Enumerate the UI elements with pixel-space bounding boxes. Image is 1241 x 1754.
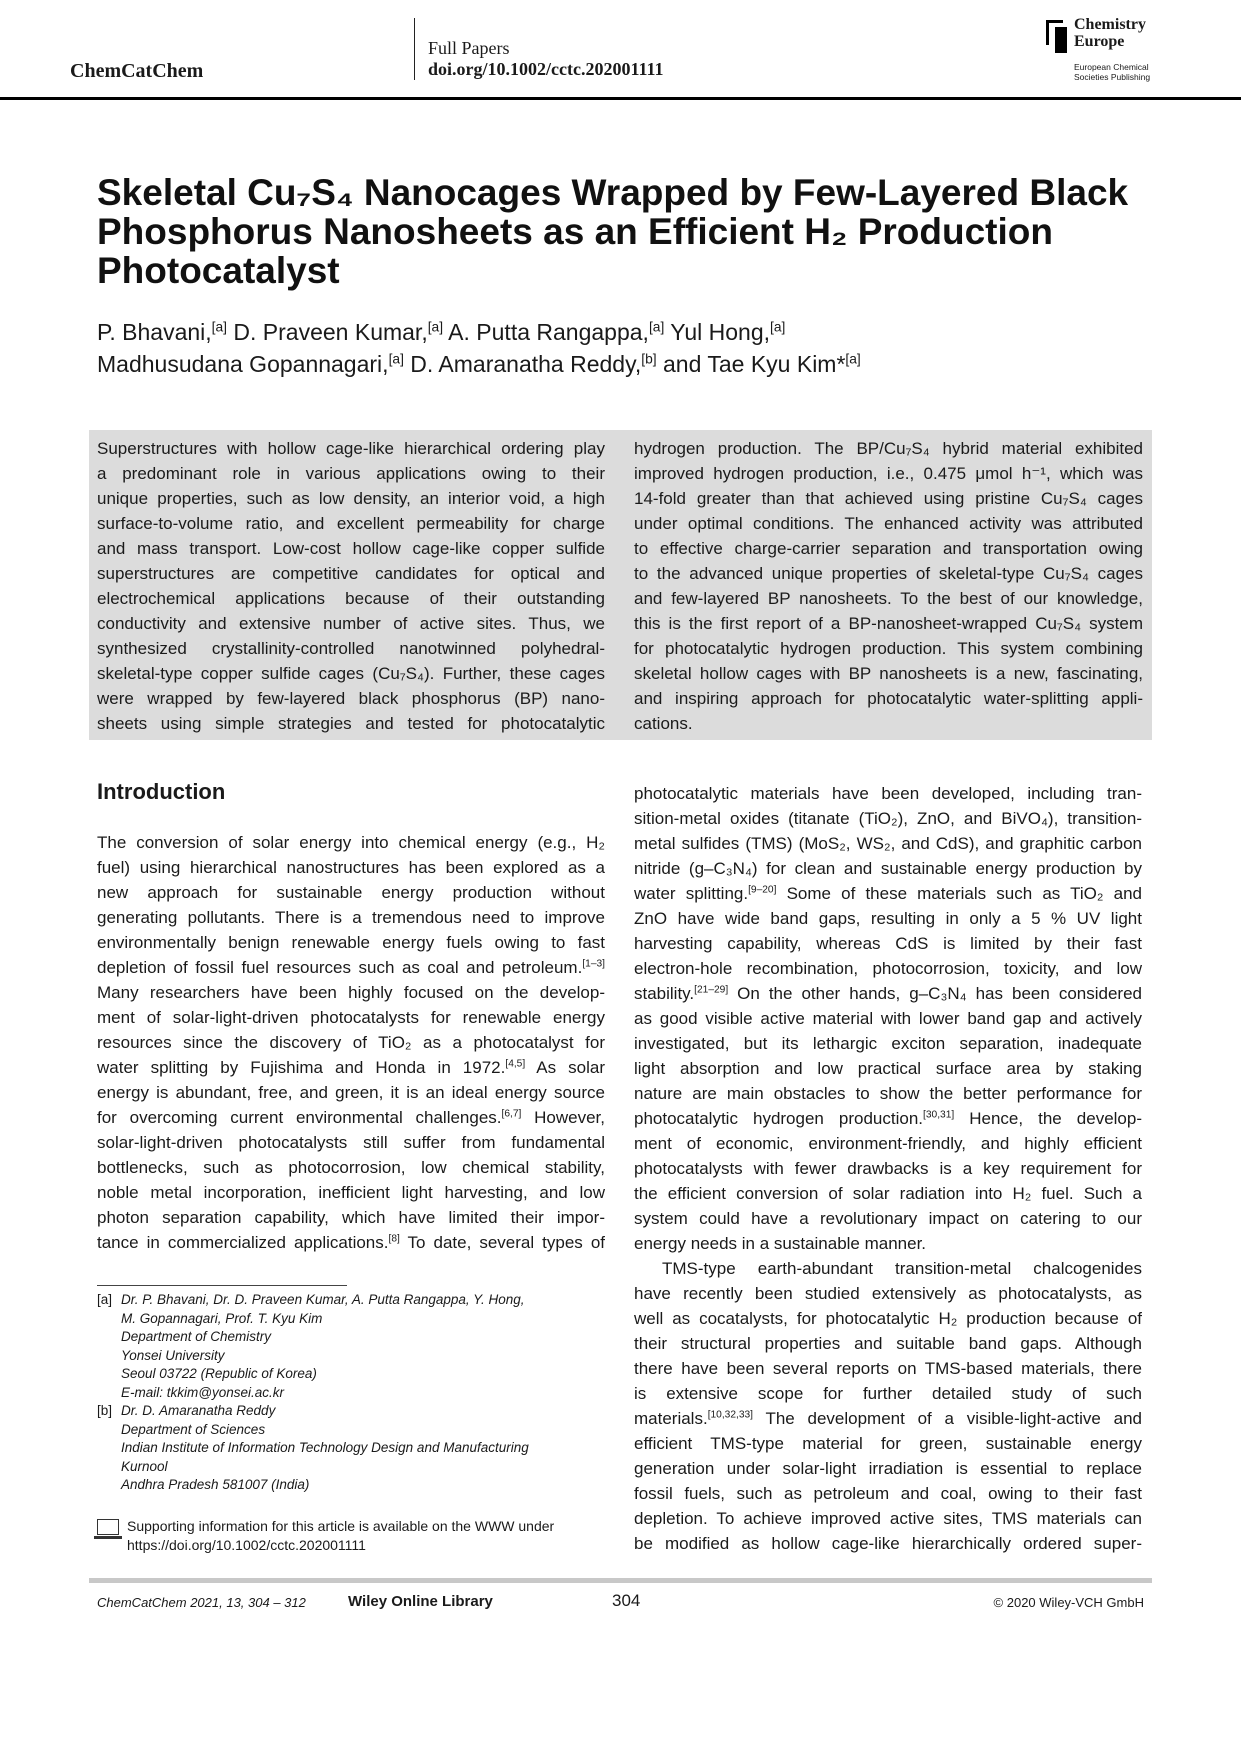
title-line: Skeletal Cu₇S₄ Nanocages Wrapped by Few-Layered Black <box>97 172 1129 213</box>
text-line: synthesized crystallinity-controlled nanotwinned polyhedral- <box>97 639 605 658</box>
text-line: TMS-type earth-abundant transition-metal chalcogenides <box>662 1259 1142 1278</box>
text-line: Superstructures with hollow cage-like hierarchical ordering play <box>97 439 605 458</box>
logo-sub1: European Chemical <box>1074 62 1149 72</box>
text-line: nitride (g–C₃N₄) for clean and sustainable energy production by <box>634 859 1142 878</box>
footnote-line: Dr. P. Bhavani, Dr. D. Praveen Kumar, A. Putta Rangappa, Y. Hong, <box>121 1292 525 1307</box>
text-line: to effective charge-carrier separation and transportation owing <box>634 539 1143 558</box>
text-line: and mass transport. Low-cost hollow cage-like copper sulfide <box>97 539 605 558</box>
text-line: depletion of fossil fuel resources such as coal and petroleum.[1–3] <box>97 958 605 977</box>
text-line: and few-layered BP nanosheets. To the best of our knowledge, <box>634 589 1143 608</box>
page-number: 304 <box>612 1591 641 1610</box>
text-line: for overcoming current environmental challenges.[6,7] However, <box>97 1108 605 1127</box>
footnote-line: Andhra Pradesh 581007 (India) <box>121 1477 310 1492</box>
title-line: Photocatalyst <box>97 250 340 291</box>
text-line: surface-to-volume ratio, and excellent permeability for charge <box>97 514 605 533</box>
text-line: be modified as hollow cage-like hierarchically ordered super- <box>634 1534 1142 1553</box>
text-line: well as cocatalysts, for photocatalytic H₂ production because of <box>634 1309 1142 1328</box>
text-line: new approach for sustainable energy production without <box>97 883 605 902</box>
abstract-right-column <box>634 436 1143 736</box>
footnote-rule <box>97 1285 347 1286</box>
abstract-box <box>89 430 1152 740</box>
chemistry-europe-logo <box>1046 16 1176 86</box>
footnote-line: Indian Institute of Information Technology Design and Manufacturing <box>121 1440 529 1455</box>
text-line: ment of economic, environment-friendly, and highly efficient <box>634 1134 1142 1153</box>
text-line: cations. <box>634 714 693 733</box>
text-line: harvesting capability, whereas CdS is limited by their fast <box>634 934 1142 953</box>
footnote-email[interactable]: E-mail: tkkim@yonsei.ac.kr <box>121 1384 284 1400</box>
text-line: photocatalysts with fewer drawbacks is a key requirement for <box>634 1159 1142 1178</box>
text-line: Many researchers have been highly focused on the develop- <box>97 983 605 1002</box>
text-line: sheets using simple strategies and tested for photocatalytic <box>97 714 605 733</box>
copyright: © 2020 Wiley-VCH GmbH <box>993 1595 1144 1610</box>
text-line: as good visible active material with lower band gap and actively <box>634 1009 1142 1028</box>
logo-line1: Chemistry <box>1074 16 1146 33</box>
logo-sub2: Societies Publishing <box>1074 72 1151 82</box>
text-line: investigated, but its lethargic exciton separation, inadequate <box>634 1034 1142 1053</box>
text-line: a predominant role in various applications owing to their <box>97 464 605 483</box>
doi-link[interactable]: doi.org/10.1002/cctc.202001111 <box>428 59 664 79</box>
text-line: this is the first report of a BP-nanosheet-wrapped Cu₇S₄ system <box>634 614 1143 633</box>
author-list <box>97 316 1157 380</box>
text-line: hydrogen production. The BP/Cu₇S₄ hybrid material exhibited <box>634 439 1143 458</box>
supporting-info-link[interactable]: https://doi.org/10.1002/cctc.202001111 <box>127 1536 366 1553</box>
footnote-line: Seoul 03722 (Republic of Korea) <box>121 1366 317 1381</box>
text-line: depletion. To achieve improved active sites, TMS materials can <box>634 1509 1142 1528</box>
footnote-line: Kurnool <box>121 1458 168 1474</box>
text-line: tance in commercialized applications.[8] To date, several types of <box>97 1233 605 1252</box>
text-line: generation under solar-light irradiation is essential to replace <box>634 1459 1142 1478</box>
text-line: materials.[10,32,33] The development of a visible-light-active and <box>634 1409 1142 1428</box>
text-line: have recently been studied extensively as photocatalysts, as <box>634 1284 1142 1303</box>
text-line: generating pollutants. There is a tremendous need to improve <box>97 908 605 927</box>
text-line: under optimal conditions. The enhanced activity was attributed <box>634 514 1143 533</box>
header-rule <box>0 97 1241 100</box>
footnote-line: Department of Chemistry <box>121 1329 272 1344</box>
affiliation-footnotes <box>97 1291 607 1495</box>
text-line: energy is abundant, free, and green, it is an ideal energy source <box>97 1083 605 1102</box>
text-line: conductivity and extensive number of active sites. Thus, we <box>97 614 605 633</box>
text-line: skeletal-type copper sulfide cages (Cu₇S₄). Further, these cages <box>97 664 605 683</box>
text-line: light absorption and low practical surface area by staking <box>634 1059 1142 1078</box>
text-line: bottlenecks, such as photocorrosion, low chemical stability, <box>97 1158 605 1177</box>
text-line: and inspiring approach for photocatalytic water-splitting appli- <box>634 689 1143 708</box>
text-line: solar-light-driven photocatalysts still suffer from fundamental <box>97 1133 605 1152</box>
text-line: for photocatalytic hydrogen production. This system combining <box>634 639 1143 658</box>
text-line: to the advanced unique properties of skeletal-type Cu₇S₄ cages <box>634 564 1143 583</box>
supporting-info-text: Supporting information for this article is available on the WWW under <box>127 1518 555 1534</box>
text-line: electrochemical applications because of their outstanding <box>97 589 605 608</box>
footer-citation: ChemCatChem 2021, 13, 304 – 312 <box>97 1595 306 1610</box>
section-heading-introduction: Introduction <box>97 779 226 804</box>
footnote-line: Yonsei University <box>121 1347 225 1363</box>
text-line: The conversion of solar energy into chemical energy (e.g., H₂ <box>97 833 605 852</box>
supporting-info-note <box>97 1517 607 1554</box>
text-line: system could have a revolutionary impact on catering to our <box>634 1209 1142 1228</box>
footnote-a <box>97 1291 607 1402</box>
author-line: P. Bhavani,[a] D. Praveen Kumar,[a] A. Putta Rangappa,[a] Yul Hong,[a] <box>97 319 786 345</box>
text-line: fossil fuels, such as petroleum and coal, owing to their fast <box>634 1484 1142 1503</box>
text-line: electron-hole recombination, photocorrosion, toxicity, and low <box>634 959 1142 978</box>
text-line: resources since the discovery of TiO₂ as a photocatalyst for <box>97 1033 605 1052</box>
footer-rule <box>89 1578 1152 1583</box>
footnote-line: M. Gopannagari, Prof. T. Kyu Kim <box>121 1310 323 1326</box>
footnote-line: Department of Sciences <box>121 1421 266 1437</box>
text-line: efficient TMS-type material for green, sustainable energy <box>634 1434 1142 1453</box>
footnote-label: [a] <box>97 1292 113 1307</box>
text-line: photocatalytic hydrogen production.[30,31] Hence, the develop- <box>634 1109 1142 1128</box>
intro-right-column <box>634 781 1142 1556</box>
logo-mark-block-icon <box>1055 27 1067 53</box>
text-line: nature are main obstacles to show the better performance for <box>634 1084 1142 1103</box>
text-line: ment of solar-light-driven photocatalysts for renewable energy <box>97 1008 605 1027</box>
text-line: their structural properties and suitable band gaps. Although <box>634 1334 1142 1353</box>
text-line: the efficient conversion of solar radiation into H₂ fuel. Such a <box>634 1184 1142 1203</box>
text-line: energy needs in a sustainable manner. <box>634 1234 927 1253</box>
author-line: Madhusudana Gopannagari,[a] D. Amaranatha Reddy,[b] and Tae Kyu Kim*[a] <box>97 351 861 377</box>
article-title <box>97 173 1157 290</box>
text-line: fuel) using hierarchical nanostructures has been explored as a <box>97 858 605 877</box>
text-line: sition-metal oxides (titanate (TiO₂), ZnO, and BiVO₄), transition- <box>634 809 1142 828</box>
intro-left-column <box>97 830 605 1255</box>
journal-name: ChemCatChem <box>70 60 204 82</box>
computer-icon <box>97 1519 119 1535</box>
footnote-b <box>97 1402 607 1495</box>
text-line: environmentally benign renewable energy fuels owing to fast <box>97 933 605 952</box>
logo-wordmark <box>1074 16 1146 50</box>
text-line: superstructures are competitive candidates for optical and <box>97 564 605 583</box>
abstract-left-column <box>97 436 605 736</box>
text-line: were wrapped by few-layered black phosphorus (BP) nano- <box>97 689 605 708</box>
text-line: there have been several reports on TMS-based materials, there <box>634 1359 1142 1378</box>
logo-subtitle <box>1074 62 1150 82</box>
footnote-label: [b] <box>97 1403 113 1418</box>
text-line: water splitting.[9–20] Some of these materials such as TiO₂ and <box>634 884 1142 903</box>
text-line: metal sulfides (TMS) (MoS₂, WS₂, and CdS), and graphitic carbon <box>634 834 1142 853</box>
text-line: improved hydrogen production, i.e., 0.475 μmol h⁻¹, which was <box>634 464 1143 483</box>
title-line: Phosphorus Nanosheets as an Efficient H₂ Production <box>97 211 1053 252</box>
text-line: water splitting by Fujishima and Honda in 1972.[4,5] As solar <box>97 1058 605 1077</box>
text-line: 14-fold greater than that achieved using pristine Cu₇S₄ cages <box>634 489 1143 508</box>
text-line: stability.[21–29] On the other hands, g–C₃N₄ has been considered <box>634 984 1142 1003</box>
footer-publisher-link[interactable]: Wiley Online Library <box>348 1593 493 1610</box>
text-line: photon separation capability, which have limited their impor- <box>97 1208 605 1227</box>
text-line: ZnO have wide band gaps, resulting in only a 5 % UV light <box>634 909 1142 928</box>
article-type: Full Papers <box>428 38 510 58</box>
text-line: skeletal hollow cages with BP nanosheets is a new, fascinating, <box>634 664 1143 683</box>
logo-line2: Europe <box>1074 33 1125 50</box>
text-line: is extensive scope for further detailed study of such <box>634 1384 1142 1403</box>
text-line: unique properties, such as low density, an interior void, a high <box>97 489 605 508</box>
header-divider <box>414 18 415 80</box>
text-line: photocatalytic materials have been developed, including tran- <box>634 784 1142 803</box>
text-line: noble metal incorporation, inefficient light harvesting, and low <box>97 1183 605 1202</box>
footnote-line: Dr. D. Amaranatha Reddy <box>121 1403 276 1418</box>
